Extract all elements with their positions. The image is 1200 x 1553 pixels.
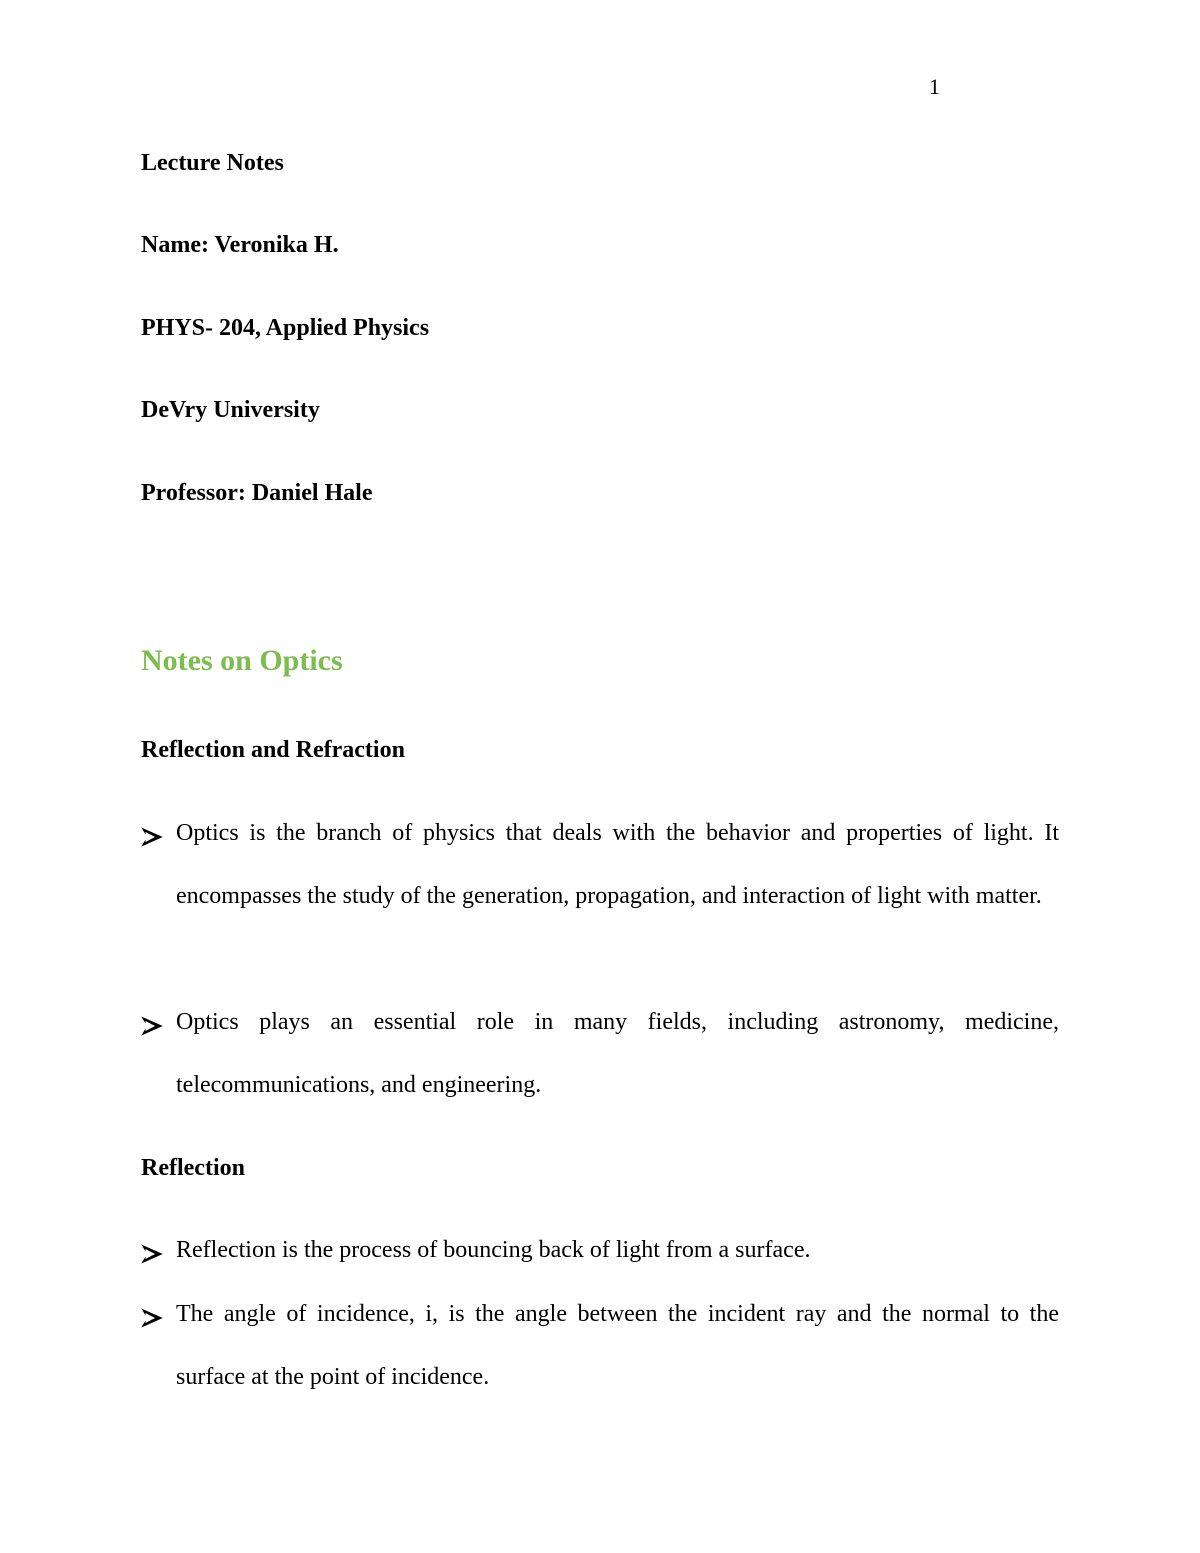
list-item	[141, 1001, 1059, 1117]
institution-name: DeVry University	[141, 397, 320, 423]
list-item	[141, 1293, 1059, 1409]
bullet-text: The angle of incidence, i, is the angle between the incident ray and the normal to the surface at the point of incidence.	[176, 1301, 1059, 1390]
subsection-heading: Reflection	[141, 1155, 245, 1181]
document-title: Lecture Notes	[141, 150, 284, 176]
arrow-bullet-icon	[141, 1243, 163, 1265]
professor-name: Professor: Daniel Hale	[141, 480, 373, 506]
arrow-bullet-icon	[141, 1307, 163, 1329]
list-item	[141, 812, 1059, 928]
bullet-text: Optics plays an essential role in many fields, including astronomy, medicine, telecommunications, and engineering.	[176, 1009, 1059, 1098]
arrow-bullet-icon	[141, 1015, 163, 1037]
bullet-text: Reflection is the process of bouncing back of light from a surface.	[176, 1237, 811, 1263]
list-item	[141, 1229, 1059, 1282]
section-title: Notes on Optics	[141, 644, 343, 677]
bullet-text: Optics is the branch of physics that deals with the behavior and properties of light. It encompasses the study of the generation, propagation, and interaction of light with matter.	[176, 820, 1059, 909]
student-name: Name: Veronika H.	[141, 232, 339, 258]
course-name: PHYS- 204, Applied Physics	[141, 315, 430, 341]
page-number: 1	[929, 74, 940, 99]
subsection-heading: Reflection and Refraction	[141, 737, 405, 763]
arrow-bullet-icon	[141, 826, 163, 848]
